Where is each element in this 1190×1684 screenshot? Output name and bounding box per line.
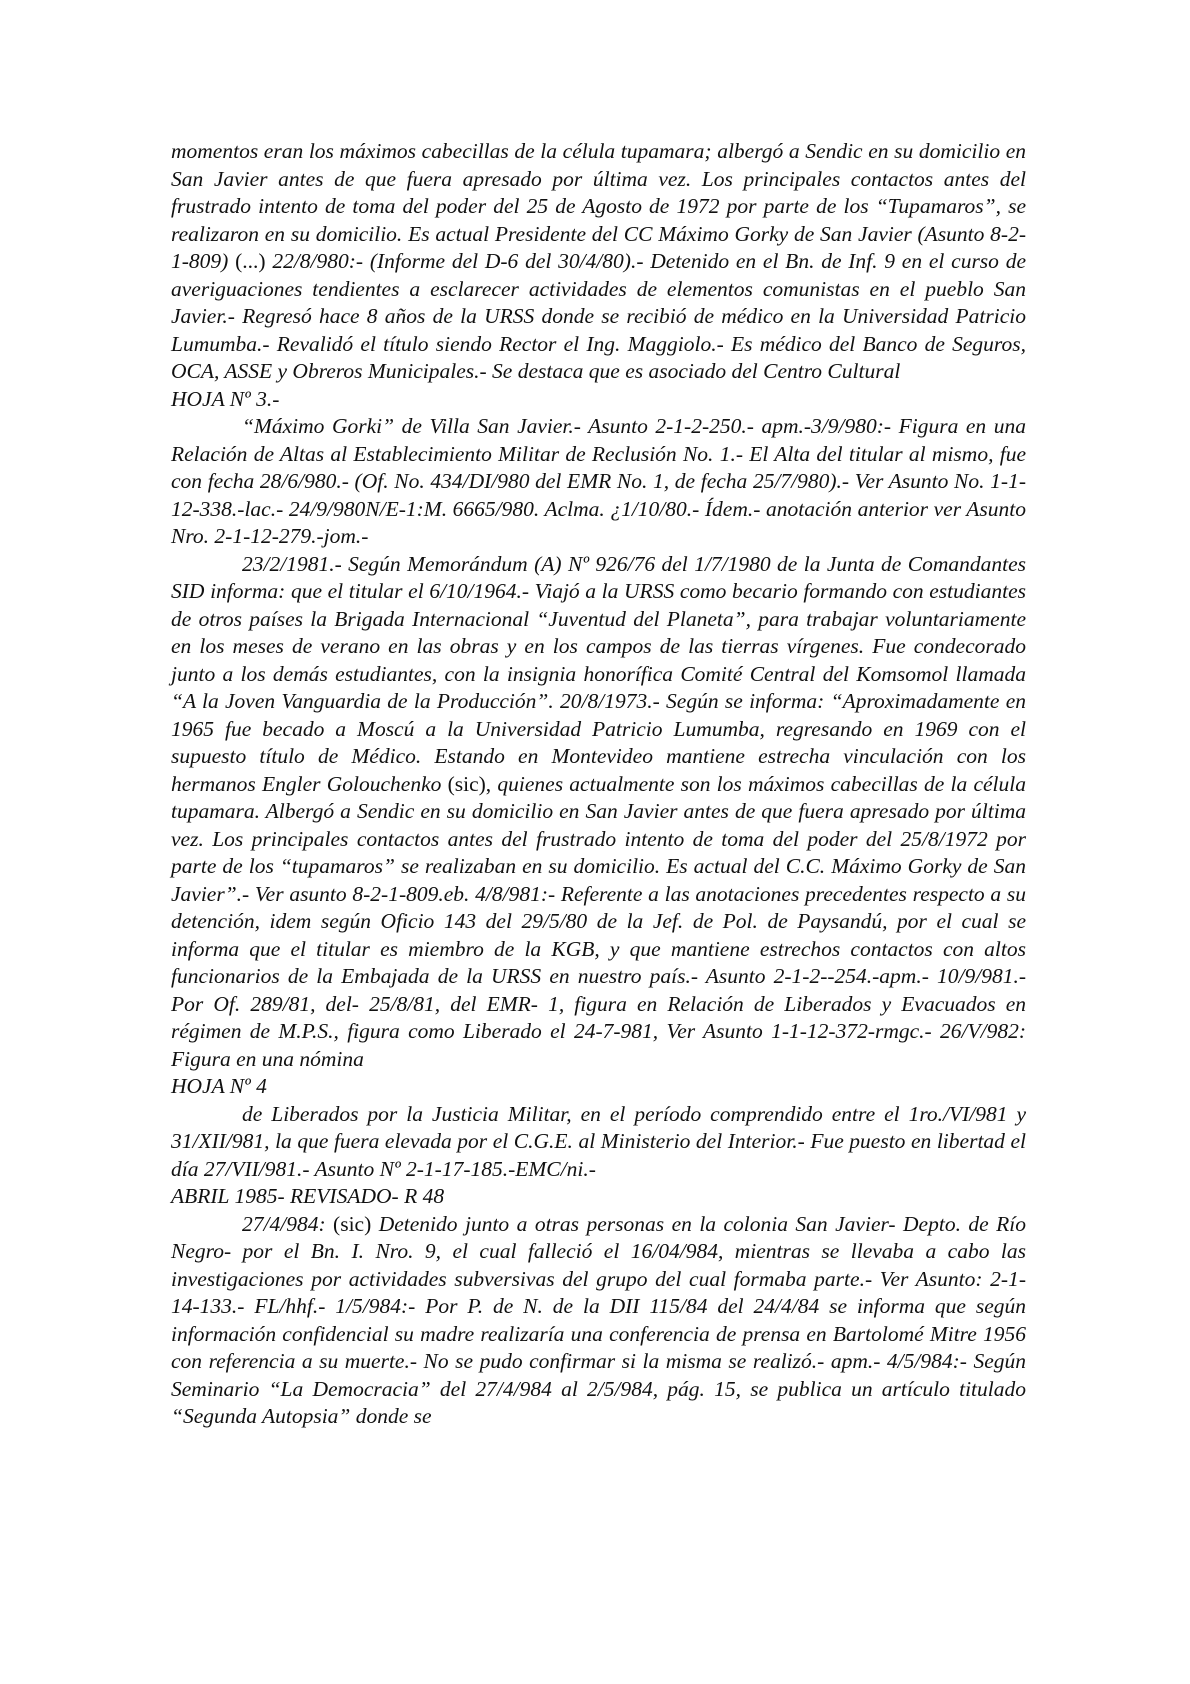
paragraph-maximo-gorki: “Máximo Gorki” de Villa San Javier.- Asunto 2-1-2-250.- apm.-3/9/980:- Figura en una Relación de Altas al Establecimiento Militar de Reclusión No. 1.- El Alta del titular al mismo, fue con fecha 28/6/980.- (Of. No. 434/DI/980 del EMR No. 1, de fecha 25/7/980).- Ver Asunto No. 1-1-12-338.-lac.- 24/9/980N/E-1:M. 6665/980. Aclma. ¿1/10/80.- Ídem.- anotación anterior ver Asunto Nro. 2-1-12-279.-jom.- (171, 414, 1026, 548)
paragraph-text: 23/2/1981.- Según Memorándum (A) Nº 926/76 del 1/7/1980 de la Junta de Comandantes SID informa: que el titular el 6/10/1964.- Viajó a la URSS como becario formando con estudiantes de otros países la Brigada Internacional “Juventud del Planeta”, para trabajar voluntariamente en los meses de verano en las obras y en los campos de las tierras vírgenes. Fue condecorado junto a los demás estudiantes, con la insignia honorífica Comité Central del Komsomol llamada “A la Joven Vanguardia de la Producción”. 20/8/1973.- Según se informa: “Aproximadamente en 1965 fue becado a Moscú a la Universidad Patricio Lumumba, regresando en 1969 con el supuesto título de Médico. Estando en Montevideo mantiene estrecha vinculación con los hermanos Engler Golouchenko (171, 551, 1026, 796)
ellipsis-mark: (...) (228, 249, 273, 273)
paragraph-date: 27/4/984: (242, 1211, 326, 1236)
paragraph-text: momentos eran los máximos cabecillas de la célula tupamara; albergó a Sendic en su domicilio en San Javier antes de que fuera apresado por última vez. Los principales contactos antes del frustrado intento de toma del poder del 25 de Agosto de 1972 por parte de los “Tupamaros”, se realizaron en su domicilio. Es actual Presidente del CC Máximo Gorky de San Javier (Asunto 8-2-1-809) (171, 139, 1026, 273)
document-page (171, 138, 1026, 1431)
paragraph-text: 22/8/980:- (Informe del D-6 del 30/4/80).- Detenido en el Bn. de Inf. 9 en el curso de averiguaciones tendientes a esclarecer actividades de elementos comunistas en el pueblo San Javier.- Regresó hace 8 años de la URSS donde se recibió de médico en la Universidad Patricio Lumumba.- Revalidó el título siendo Rector el Ing. Maggiolo.- Es médico del Banco de Seguros, OCA, ASSE y Obreros Municipales.- Se destaca que es asociado del Centro Cultural (171, 249, 1026, 383)
paragraph-memorandum (171, 551, 1026, 1074)
paragraph-liberados: de Liberados por la Justicia Militar, en el período comprendido entre el 1ro./VI/981 y 31/XII/981, la que fuera elevada por el C.G.E. al Ministerio del Interior.- Fue puesto en libertad el día 27/VII/981.- Asunto Nº 2-1-17-185.-EMC/ni.- (171, 1101, 1026, 1181)
sheet-heading-hoja-3: HOJA Nº 3.- (171, 386, 280, 411)
sheet-heading-hoja-4: HOJA Nº 4 (171, 1074, 267, 1098)
paragraph-continuation (171, 138, 1026, 386)
paragraph-text: Detenido junto a otras personas en la colonia San Javier- Depto. de Río Negro- por el Bn. I. Nro. 9, el cual falleció el 16/04/984, mientras se llevaba a cabo las investigaciones por actividades subversivas del grupo del cual formaba parte.- Ver Asunto: 2-1-14-133.- FL/hhf.- 1/5/984:- Por P. de N. de la DII 115/84 del 24/4/84 se informa que según información confidencial su madre realizaría una conferencia de prensa en Bartolomé Mitre 1956 con referencia a su muerte.- No se pudo confirmar si la misma se realizó.- apm.- 4/5/984:- Según Seminario “La Democracia” del 27/4/984 al 2/5/984, pág. 15, se publica un artículo titulado “Segunda Autopsia” donde se (171, 1211, 1026, 1428)
paragraph-detenido (171, 1211, 1026, 1431)
paragraph-text: quienes actualmente son los máximos cabecillas de la célula tupamara. Albergó a Sendic en su domicilio en San Javier antes de que fuera apresado por última vez. Los principales contactos antes del frustrado intento de toma del poder del 25/8/1972 por parte de los “tupamaros” se realizaban en su domicilio. Es actual del C.C. Máximo Gorky de San Javier”.- Ver asunto 8-2-1-809.eb. 4/8/981:- Referente a las anotaciones precedentes respecto a su detención, idem según Oficio 143 del 29/5/80 de la Jef. de Pol. de Paysandú, por el cual se informa que el titular es miembro de la KGB, y que mantiene estrechos contactos con altos funcionarios de la Embajada de la URSS en nuestro país.- Asunto 2-1-2--254.-apm.- 10/9/981.- Por Of. 289/81, del- 25/8/81, del EMR- 1, figura en Relación de Liberados y Evacuados en régimen de M.P.S., figura como Liberado el 24-7-981, Ver Asunto 1-1-12-372-rmgc.- 26/V/982: Figura en una nómina (171, 771, 1027, 1071)
sic-mark: (sic) (325, 1211, 379, 1236)
revision-heading: ABRIL 1985- REVISADO- R 48 (171, 1184, 445, 1208)
sic-mark: (sic), (441, 771, 498, 796)
